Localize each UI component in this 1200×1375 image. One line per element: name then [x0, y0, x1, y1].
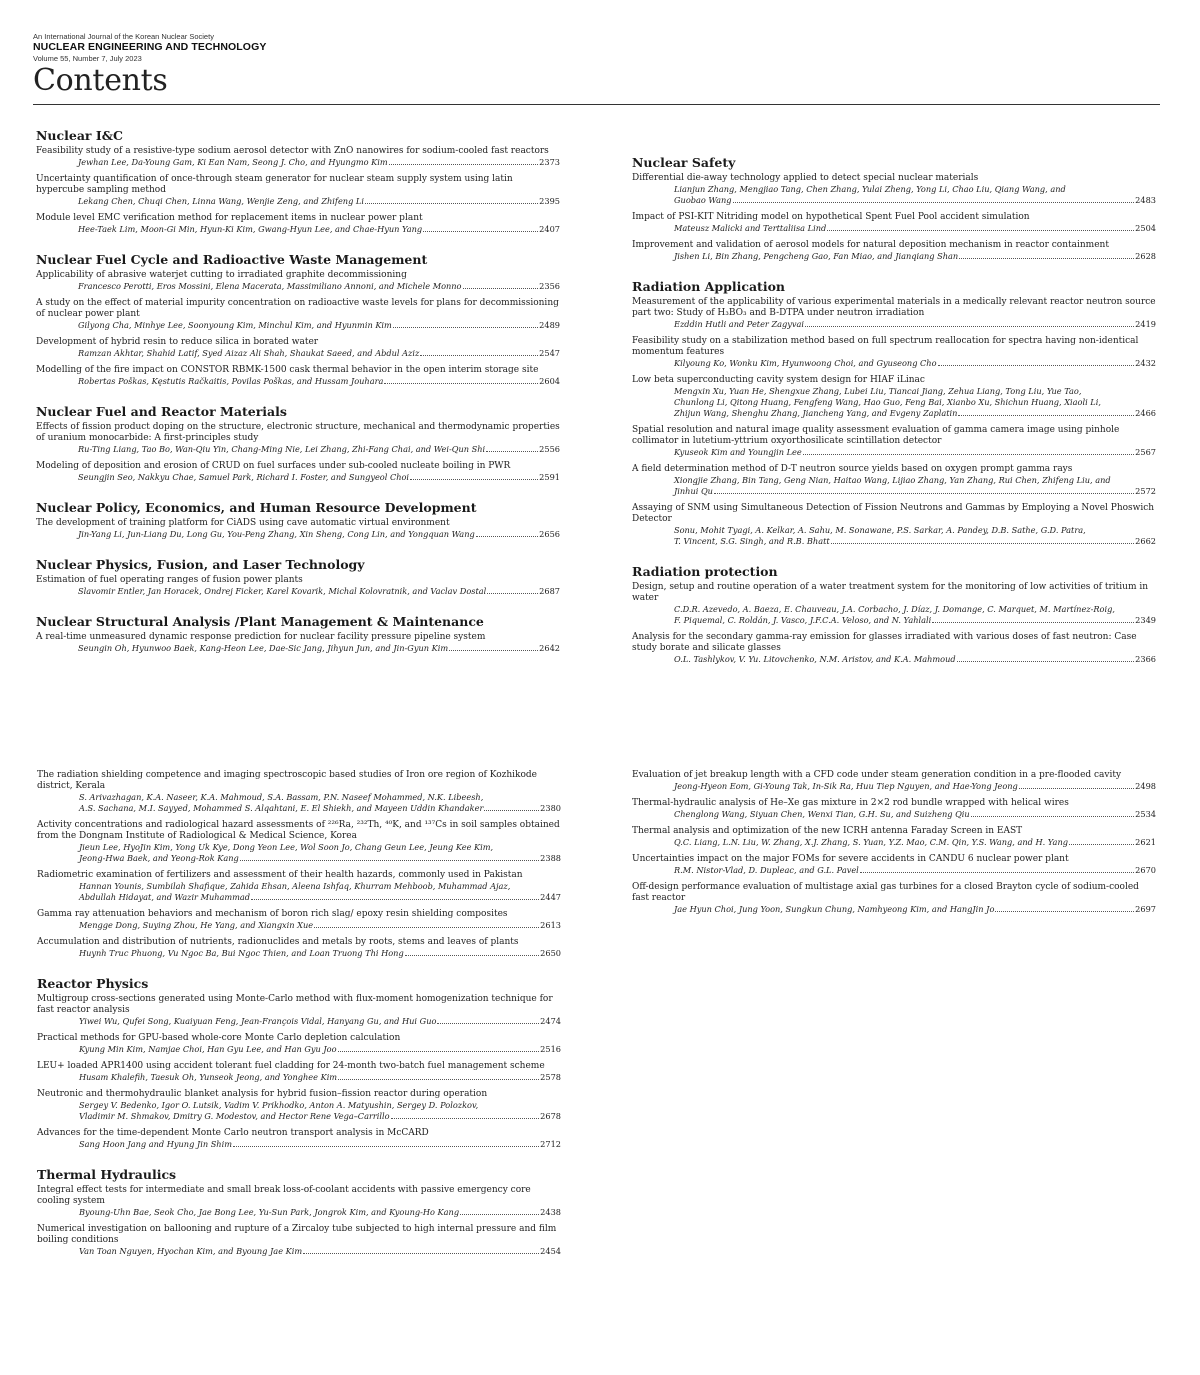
author-line — [36, 348, 560, 359]
section-heading: Reactor Physics — [37, 976, 149, 991]
author-line — [37, 920, 561, 931]
toc-entry — [632, 212, 1156, 234]
author-line — [36, 643, 560, 654]
author-line — [36, 157, 560, 168]
dot-leader — [314, 927, 539, 928]
page-number: 2356 — [539, 281, 560, 291]
article-title: Numerical investigation on ballooning and rupture of a Zircaloy tube subjected to high internal pressure and film boiling conditions — [37, 1224, 557, 1245]
masthead — [33, 32, 1163, 98]
toc-entry — [37, 994, 561, 1027]
dot-leader — [803, 454, 1134, 455]
article-authors: Hee-Taek Lim, Moon-Gi Min, Hyun-Ki Kim, Gwang-Hyun Lee, and Chae-Hyun Yang — [78, 224, 423, 234]
article-authors: Guobao Wang — [674, 195, 732, 205]
dot-leader — [487, 593, 538, 594]
article-authors: Mengge Dong, Suying Zhou, He Yang, and Xiangxin Xue — [79, 920, 314, 930]
dot-leader — [1019, 788, 1134, 789]
author-line — [632, 447, 1156, 458]
toc-entry — [36, 575, 560, 597]
dot-leader — [420, 355, 538, 356]
article-title: A real-time unmeasured dynamic response prediction for nuclear facility pressure pipeline system — [36, 632, 486, 642]
article-title: Accumulation and distribution of nutrients, radionuclides and metals by roots, stems and leaves of plants — [37, 937, 519, 947]
toc-entry — [632, 798, 1156, 820]
article-title: Integral effect tests for intermediate and small break loss-of-coolant accidents with passive emergency core cooling system — [37, 1185, 531, 1206]
article-title: Modeling of deposition and erosion of CRUD on fuel surfaces under sub-cooled nucleate boiling in PWR — [36, 461, 511, 471]
article-authors: Slavomir Entler, Jan Horacek, Ondrej Ficker, Karel Kovarik, Michal Kolovratnik, and Vaclav Dostal — [78, 586, 487, 596]
author-line — [36, 320, 560, 331]
toc-entry — [632, 503, 1156, 547]
article-authors: Van Toan Nguyen, Hyochan Kim, and Byoung Jae Kim — [79, 1246, 303, 1256]
toc-entry — [632, 336, 1156, 369]
author-line — [632, 615, 1156, 626]
article-title: Spatial resolution and natural image quality assessment evaluation of gamma camera image using pinhole collimator in lutetium-yttrium oxyorthosilicate scintillation detector — [632, 425, 1120, 446]
author-line — [37, 803, 561, 814]
toc-entry — [37, 870, 561, 903]
page-number: 2366 — [1135, 654, 1156, 664]
dot-leader — [860, 872, 1134, 873]
article-title: Measurement of the applicability of various experimental materials in a medically relevant reactor neutron source part two: Study of H₃BO₃ and B-DTPA under neutron irradiation — [632, 297, 1156, 318]
author-line — [37, 1139, 561, 1150]
page-number: 2466 — [1135, 408, 1156, 418]
page-number: 2504 — [1135, 223, 1156, 233]
dot-leader — [805, 326, 1134, 327]
dot-leader — [463, 288, 539, 289]
article-title: Estimation of fuel operating ranges of fusion power plants — [36, 575, 303, 585]
article-authors: Seungjin Seo, Nakkyu Chae, Samuel Park, Richard I. Foster, and Sungyeol Choi — [78, 472, 410, 482]
toc-entry — [37, 1061, 561, 1083]
section-heading: Nuclear Safety — [632, 155, 736, 170]
article-authors: Xiongjie Zhang, Bin Tang, Geng Nian, Haitao Wang, Lijiao Zhang, Yan Zhang, Rui Chen, Zhifeng Liu, and — [674, 475, 1111, 485]
article-authors: Jewhan Lee, Da-Young Gam, Ki Ean Nam, Seong J. Cho, and Hyungmo Kim — [78, 157, 388, 167]
dot-leader — [405, 955, 539, 956]
page-number: 2604 — [539, 376, 560, 386]
author-line — [37, 1207, 561, 1218]
author-line — [37, 1016, 561, 1027]
article-title: Analysis for the secondary gamma-ray emission for glasses irradiated with various doses of fast neutron: Case study borate and silicate glasses — [632, 632, 1137, 653]
article-authors: Robertas Poškas, Kęstutis Račkaitis, Povilas Poškas, and Hussam Jouhara — [78, 376, 384, 386]
page-number: 2407 — [539, 224, 560, 234]
dot-leader — [714, 493, 1134, 494]
toc-entry — [36, 632, 560, 654]
article-title: Improvement and validation of aerosol models for natural deposition mechanism in reactor containment — [632, 240, 1109, 250]
toc-entry — [36, 174, 560, 207]
toc-entry — [36, 298, 560, 331]
author-line — [36, 196, 560, 207]
page-number: 2670 — [1135, 865, 1156, 875]
article-authors: Vladimir M. Shmakov, Dmitry G. Modestov, and Hector Rene Vega–Carrillo — [79, 1111, 390, 1121]
page-number: 2697 — [1135, 904, 1156, 914]
toc-entry — [36, 422, 560, 455]
author-line — [632, 319, 1156, 330]
toc-entry — [37, 820, 561, 864]
article-title: LEU+ loaded APR1400 using accident tolerant fuel cladding for 24-month two-batch fuel management scheme — [37, 1061, 545, 1071]
author-line — [632, 536, 1156, 547]
section-heading: Nuclear I&C — [36, 128, 123, 143]
article-authors: F. Piquemal, C. Roldán, J. Vasco, J.F.C.A. Veloso, and N. Yahlali — [674, 615, 932, 625]
article-authors: Lekang Chen, Chuqi Chen, Linna Wang, Wenjie Zeng, and Zhifeng Li — [78, 196, 364, 206]
page-number: 2613 — [540, 920, 561, 930]
article-title: Radiometric examination of fertilizers and assessment of their health hazards, commonly used in Pakistan — [37, 870, 523, 880]
author-line — [36, 281, 560, 292]
toc-entry — [36, 337, 560, 359]
author-line — [632, 837, 1156, 848]
article-title: Practical methods for GPU-based whole-core Monte Carlo depletion calculation — [37, 1033, 401, 1043]
article-authors: Ramzan Akhtar, Shahid Latif, Syed Aizaz Ali Shah, Shaukat Saeed, and Abdul Aziz — [78, 348, 420, 358]
article-authors: Ru-Ting Liang, Tao Bo, Wan-Qiu Yin, Chang-Ming Nie, Lei Zhang, Zhi-Fang Chai, and Wei-Qun Shi — [78, 444, 486, 454]
column-bottom-right — [632, 770, 1156, 921]
article-authors: Jeong-Hwa Baek, and Yeong-Rok Kang — [79, 853, 239, 863]
dot-leader — [1069, 844, 1134, 845]
page-number: 2349 — [1135, 615, 1156, 625]
column-top-left — [36, 128, 560, 660]
author-line — [36, 586, 560, 597]
article-authors: Ezddin Hutli and Peter Zagyvai — [674, 319, 805, 329]
article-authors: R.M. Nistor-Vlad, D. Dupleac, and G.L. Pavel — [674, 865, 859, 875]
toc-entry — [37, 1224, 561, 1257]
article-title: A study on the effect of material impurity concentration on radioactive waste levels for plans for decommissioning of nuclear power plant — [36, 298, 559, 319]
article-title: Thermal-hydraulic analysis of He–Xe gas mixture in 2×2 rod bundle wrapped with helical wires — [632, 798, 1069, 808]
toc-entry — [632, 173, 1156, 206]
page-number: 2388 — [540, 853, 561, 863]
toc-entry — [632, 375, 1156, 419]
page-number: 2642 — [539, 643, 560, 653]
author-line — [632, 408, 1156, 419]
toc-entry — [37, 909, 561, 931]
dot-leader — [932, 622, 1134, 623]
author-line — [632, 809, 1156, 820]
article-title: Impact of PSI-KIT Nitriding model on hypothetical Spent Fuel Pool accident simulation — [632, 212, 1030, 222]
author-line — [36, 472, 560, 483]
page-number: 2591 — [539, 472, 560, 482]
page-number: 2712 — [540, 1139, 561, 1149]
article-authors: Yiwei Wu, Qufei Song, Kuaiyuan Feng, Jean-François Vidal, Hanyang Gu, and Hui Guo — [79, 1016, 437, 1026]
page-number: 2395 — [539, 196, 560, 206]
article-authors: Jieun Lee, HyoJin Kim, Yong Uk Kye, Dong Yeon Lee, Wol Soon Jo, Chang Geun Lee, Jeung Kee Kim, — [79, 842, 494, 852]
toc-entry — [632, 632, 1156, 665]
dot-leader — [938, 365, 1135, 366]
article-title: Design, setup and routine operation of a water treatment system for the monitoring of low activities of tritium in water — [632, 582, 1149, 603]
author-line — [632, 358, 1156, 369]
article-authors: Jishen Li, Bin Zhang, Pengcheng Gao, Fan Miao, and Jianqiang Shan — [674, 251, 959, 261]
article-title: Uncertainties impact on the major FOMs for severe accidents in CANDU 6 nuclear power plant — [632, 854, 1069, 864]
article-title: Development of hybrid resin to reduce silica in borated water — [36, 337, 319, 347]
article-authors: Mateusz Malicki and Terttaliisa Lind — [674, 223, 827, 233]
page-number: 2498 — [1135, 781, 1156, 791]
article-authors: Kyuseok Kim and Youngjin Lee — [674, 447, 802, 457]
page-number: 2687 — [539, 586, 560, 596]
toc-entry — [632, 882, 1156, 915]
article-title: Modelling of the fire impact on CONSTOR RBMK-1500 cask thermal behavior in the open interim storage site — [36, 365, 539, 375]
dot-leader — [437, 1023, 539, 1024]
dot-leader — [449, 650, 538, 651]
author-line — [36, 224, 560, 235]
article-authors: Abdullah Hidayat, and Wazir Muhammad — [79, 892, 251, 902]
section-heading: Nuclear Physics, Fusion, and Laser Technology — [36, 557, 365, 572]
section-heading: Thermal Hydraulics — [37, 1167, 177, 1182]
toc-entry — [37, 1089, 561, 1122]
article-title: The development of training platform for CiADS using cave automatic virtual environment — [36, 518, 450, 528]
author-line — [36, 376, 560, 387]
dot-leader — [393, 327, 538, 328]
article-authors: C.D.R. Azevedo, A. Baeza, E. Chauveau, J.A. Corbacho, J. Díaz, J. Domange, C. Marquet, M. Martínez-Roig, — [674, 604, 1115, 614]
article-authors: Jae Hyun Choi, Jung Yoon, Sungkun Chung, Namhyeong Kim, and HangJin Jo — [674, 904, 995, 914]
article-authors: Sonu, Mohit Tyagi, A. Kelkar, A. Sahu, M. Sonawane, P.S. Sarkar, A. Pandey, D.B. Sathe, G.D. Patra, — [674, 525, 1086, 535]
dot-leader — [410, 479, 538, 480]
author-line — [37, 1111, 561, 1122]
dot-leader — [391, 1118, 540, 1119]
article-title: Evaluation of jet breakup length with a CFD code under steam generation condition in a pre-flooded cavity — [632, 770, 1122, 780]
article-title: Differential die-away technology applied to detect special nuclear materials — [632, 173, 979, 183]
toc-entry — [37, 1185, 561, 1218]
page-number: 2678 — [540, 1111, 561, 1121]
page-number: 2656 — [539, 529, 560, 539]
dot-leader — [995, 911, 1134, 912]
article-authors: Q.C. Liang, L.N. Liu, W. Zhang, X.J. Zhang, S. Yuan, Y.Z. Mao, C.M. Qin, Y.S. Wang, and H. Yang — [674, 837, 1068, 847]
author-line — [37, 948, 561, 959]
toc-entry — [632, 240, 1156, 262]
society-line: An International Journal of the Korean Nuclear Society — [33, 32, 214, 41]
dot-leader — [971, 816, 1134, 817]
page-number: 2621 — [1135, 837, 1156, 847]
author-line — [632, 251, 1156, 262]
article-authors: Huynh Truc Phuong, Vu Ngoc Ba, Bui Ngoc Thien, and Loan Truong Thi Hong — [79, 948, 404, 958]
article-authors: Hannan Younis, Sumbilah Shafique, Zahida Ehsan, Aleena Ishfaq, Khurram Mehboob, Muhammad Ajaz, — [79, 881, 511, 891]
issue-line: Volume 55, Number 7, July 2023 — [33, 54, 142, 63]
article-title: Applicability of abrasive waterjet cutting to irradiated graphite decommissioning — [36, 270, 407, 280]
dot-leader — [338, 1051, 540, 1052]
dot-leader — [486, 451, 538, 452]
article-authors: Husam Khalefih, Taesuk Oh, Yunseok Jeong, and Yonghee Kim — [79, 1072, 338, 1082]
article-authors: Jeong-Hyeon Eom, Gi-Young Tak, In-Sik Ra, Huu Tiep Nguyen, and Hae-Yong Jeong — [674, 781, 1018, 791]
article-title: Neutronic and thermohydraulic blanket analysis for hybrid fusion–fission reactor during operation — [37, 1089, 488, 1099]
author-line — [632, 865, 1156, 876]
article-authors: A.S. Sachana, M.I. Sayyed, Mohammed S. Alqahtani, E. El Shiekh, and Mayeen Uddin Khandaker — [79, 803, 484, 813]
dot-leader — [476, 536, 538, 537]
article-authors: S. Arivazhagan, K.A. Naseer, K.A. Mahmoud, S.A. Bassam, P.N. Naseef Mohammed, N.K. Libeesh, — [79, 792, 484, 802]
section-heading: Nuclear Fuel Cycle and Radioactive Waste Management — [36, 252, 428, 267]
page-number: 2516 — [540, 1044, 561, 1054]
dot-leader — [958, 415, 1134, 416]
article-title: Effects of fission product doping on the structure, electronic structure, mechanical and thermodynamic properties of uranium monocarbide: A first-principles study — [36, 422, 560, 443]
article-title: Feasibility study of a resistive-type sodium aerosol detector with ZnO nanowires for sodium-cooled fast reactors — [36, 146, 549, 156]
toc-entry — [37, 770, 561, 814]
toc-entry — [37, 937, 561, 959]
toc-entry — [632, 425, 1156, 458]
article-authors: Jinhui Qu — [674, 486, 713, 496]
page-number: 2650 — [540, 948, 561, 958]
page-number: 2567 — [1135, 447, 1156, 457]
dot-leader — [365, 203, 538, 204]
page-number: 2373 — [539, 157, 560, 167]
page-number: 2432 — [1135, 358, 1156, 368]
article-title: A field determination method of D-T neutron source yields based on oxygen prompt gamma rays — [632, 464, 1073, 474]
dot-leader — [233, 1146, 539, 1147]
toc-entry — [632, 464, 1156, 497]
title-rule — [33, 104, 1160, 105]
page-number: 2534 — [1135, 809, 1156, 819]
page-number: 2628 — [1135, 251, 1156, 261]
article-authors: Chenglong Wang, Siyuan Chen, Wenxi Tian, G.H. Su, and Suizheng Qiu — [674, 809, 970, 819]
dot-leader — [303, 1253, 539, 1254]
dot-leader — [384, 383, 538, 384]
article-title: Activity concentrations and radiological hazard assessments of ²²⁶Ra, ²³²Th, ⁴⁰K, and ¹³⁷Cs in soil samples obtained from the Dongnam Institute of Radiological & Medical Science, Korea — [37, 820, 560, 841]
toc-entry — [37, 1128, 561, 1150]
page-number: 2454 — [540, 1246, 561, 1256]
article-title: The radiation shielding competence and imaging spectroscopic based studies of Iron ore region of Kozhikode district, Kerala — [37, 770, 538, 791]
dot-leader — [827, 230, 1134, 231]
article-authors: Sang Hoon Jang and Hyung Jin Shim — [79, 1139, 232, 1149]
page-number: 2547 — [539, 348, 560, 358]
author-line — [36, 444, 560, 455]
article-title: Thermal analysis and optimization of the new ICRH antenna Faraday Screen in EAST — [632, 826, 1023, 836]
article-title: Advances for the time-dependent Monte Carlo neutron transport analysis in McCARD — [37, 1128, 429, 1138]
article-title: Multigroup cross-sections generated using Monte-Carlo method with flux-moment homogenization technique for fast reactor analysis — [37, 994, 553, 1015]
page-number: 2380 — [540, 803, 561, 813]
dot-leader — [831, 543, 1135, 544]
dot-leader — [240, 860, 539, 861]
page-number: 2438 — [540, 1207, 561, 1217]
page-number: 2419 — [1135, 319, 1156, 329]
page-title: Contents — [33, 63, 168, 98]
author-line — [37, 1246, 561, 1257]
toc-entry — [632, 826, 1156, 848]
page-number: 2662 — [1135, 536, 1156, 546]
author-line — [632, 223, 1156, 234]
section-heading: Radiation Application — [632, 279, 785, 294]
toc-entry — [632, 297, 1156, 330]
article-authors: Kyung Min Kim, Namjae Choi, Han Gyu Lee, and Han Gyu Joo — [79, 1044, 337, 1054]
toc-entry — [632, 582, 1156, 626]
dot-leader — [460, 1214, 539, 1215]
dot-leader — [484, 810, 539, 811]
toc-entry — [36, 518, 560, 540]
toc-entry — [36, 213, 560, 235]
section-heading: Nuclear Structural Analysis /Plant Management & Maintenance — [36, 614, 484, 629]
article-title: Gamma ray attenuation behaviors and mechanism of boron rich slag/ epoxy resin shielding composites — [37, 909, 508, 919]
author-line — [632, 781, 1156, 792]
column-top-right — [632, 155, 1156, 671]
article-authors: Seungin Oh, Hyunwoo Baek, Kang-Heon Lee, Dae-Sic Jang, Jihyun Jun, and Jin-Gyun Kim — [78, 643, 449, 653]
section-heading: Nuclear Fuel and Reactor Materials — [36, 404, 287, 419]
dot-leader — [338, 1079, 539, 1080]
author-line — [36, 529, 560, 540]
dot-leader — [959, 258, 1134, 259]
author-line — [37, 892, 561, 903]
article-authors: Sergey V. Bedenko, Igor O. Lutsik, Vadim V. Prikhodko, Anton A. Matyushin, Sergey D. Polozkov, — [79, 1100, 479, 1110]
article-authors: O.L. Tashlykov, V. Yu. Litovchenko, N.M. Aristov, and K.A. Mahmoud — [674, 654, 956, 664]
page-number: 2483 — [1135, 195, 1156, 205]
page-number: 2447 — [540, 892, 561, 902]
article-title: Off-design performance evaluation of multistage axial gas turbines for a closed Brayton cycle of sodium-cooled fast reactor — [632, 882, 1139, 903]
toc-entry — [632, 854, 1156, 876]
section-heading: Radiation protection — [632, 564, 778, 579]
article-authors: Zhijun Wang, Shenghu Zhang, Jiancheng Yang, and Evgeny Zaplatin — [674, 408, 958, 418]
article-authors: Chunlong Li, Qitong Huang, Fengfeng Wang, Hao Guo, Feng Bai, Xianbo Xu, Shichun Huang, Xiaoli Li, — [674, 397, 1101, 407]
toc-entry — [37, 1033, 561, 1055]
dot-leader — [251, 899, 539, 900]
article-title: Module level EMC verification method for replacement items in nuclear power plant — [36, 213, 423, 223]
dot-leader — [957, 661, 1135, 662]
article-authors: Byoung-Uhn Bae, Seok Cho, Jae Bong Lee, Yu-Sun Park, Jongrok Kim, and Kyoung-Ho Kang — [79, 1207, 460, 1217]
toc-entry — [632, 770, 1156, 792]
article-authors: Kilyoung Ko, Wonku Kim, Hyunwoong Choi, and Gyuseong Cho — [674, 358, 937, 368]
article-authors: Gilyong Cha, Minhye Lee, Soonyoung Kim, Minchul Kim, and Hyunmin Kim — [78, 320, 392, 330]
section-heading: Nuclear Policy, Economics, and Human Resource Development — [36, 500, 477, 515]
article-authors: Mengxin Xu, Yuan He, Shengxue Zhang, Lubei Liu, Tiancai Jiang, Zehua Liang, Tong Liu, Yue Tao, — [674, 386, 1082, 396]
author-line — [37, 853, 561, 864]
author-line — [632, 904, 1156, 915]
article-title: Low beta superconducting cavity system design for HIAF iLinac — [632, 375, 925, 385]
author-line — [632, 486, 1156, 497]
page-number: 2474 — [540, 1016, 561, 1026]
page-number: 2572 — [1135, 486, 1156, 496]
toc-entry — [36, 146, 560, 168]
dot-leader — [423, 231, 538, 232]
toc-entry — [36, 270, 560, 292]
article-authors: Francesco Perotti, Eros Mossini, Elena Macerata, Massimiliano Annoni, and Michele Monno — [78, 281, 462, 291]
article-authors: T. Vincent, S.G. Singh, and R.B. Bhatt — [674, 536, 830, 546]
article-authors: Jin-Yang Li, Jun-Liang Du, Long Gu, You-Peng Zhang, Xin Sheng, Cong Lin, and Yongquan Wang — [78, 529, 475, 539]
article-authors: Lianjun Zhang, Mengjiao Tang, Chen Zhang, Yulai Zheng, Yong Li, Chao Liu, Qiang Wang, and — [674, 184, 1066, 194]
article-title: Assaying of SNM using Simultaneous Detection of Fission Neutrons and Gammas by Employing a Novel Phoswich Detector — [632, 503, 1155, 524]
page-number: 2489 — [539, 320, 560, 330]
article-title: Uncertainty quantification of once-through steam generator for nuclear steam supply system using latin hypercube sampling method — [36, 174, 513, 195]
author-line — [632, 654, 1156, 665]
author-line — [37, 1044, 561, 1055]
journal-name: NUCLEAR ENGINEERING AND TECHNOLOGY — [33, 41, 267, 53]
page-number: 2556 — [539, 444, 560, 454]
toc-entry — [36, 365, 560, 387]
dot-leader — [733, 202, 1135, 203]
dot-leader — [389, 164, 538, 165]
column-bottom-left — [37, 770, 561, 1263]
toc-entry — [36, 461, 560, 483]
page-number: 2578 — [540, 1072, 561, 1082]
article-title: Feasibility study on a stabilization method based on full spectrum reallocation for spectra having non-identical momentum features — [632, 336, 1139, 357]
author-line — [37, 1072, 561, 1083]
author-line — [632, 195, 1156, 206]
